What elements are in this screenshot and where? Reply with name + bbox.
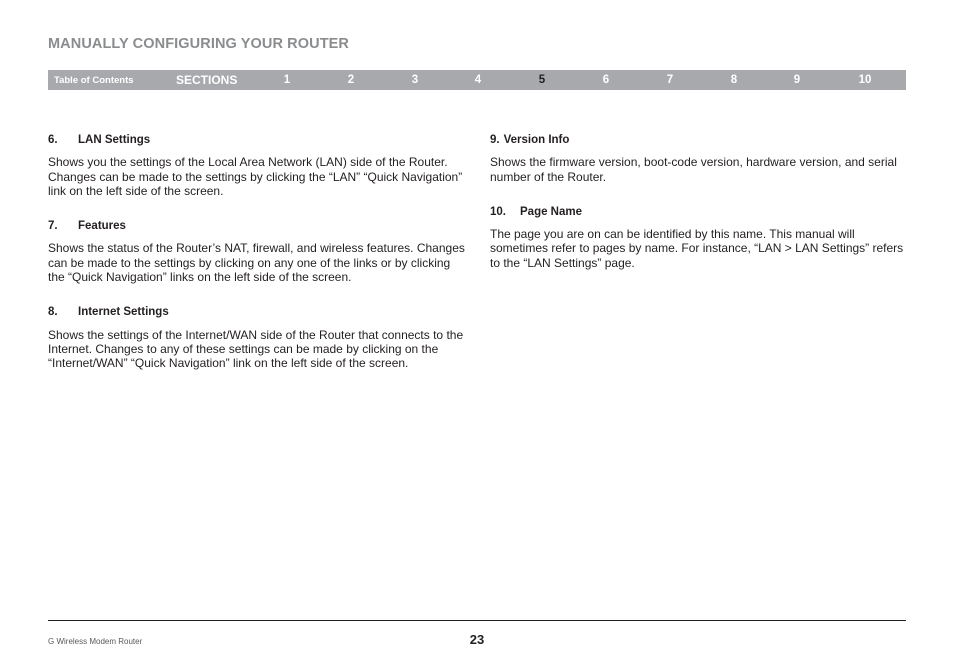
section-number: 6. xyxy=(48,134,58,146)
section-link-2[interactable]: 2 xyxy=(347,74,355,86)
right-column xyxy=(490,133,906,291)
footer-divider xyxy=(48,620,906,621)
section-body: Shows the firmware version, boot-code version, hardware version, and serial number of the Router. xyxy=(490,155,897,184)
section-title: Version Info xyxy=(503,134,570,146)
left-column xyxy=(48,133,468,392)
table-of-contents-link[interactable]: Table of Contents xyxy=(54,75,134,86)
section-navbar xyxy=(48,70,906,90)
section-title: LAN Settings xyxy=(78,134,151,146)
section-number: 9. xyxy=(490,134,500,146)
section-number: 7. xyxy=(48,220,58,233)
page-number: 23 xyxy=(469,632,485,647)
section-link-10[interactable]: 10 xyxy=(858,74,872,86)
section-link-4[interactable]: 4 xyxy=(474,74,482,86)
section-title: Page Name xyxy=(520,205,583,218)
section-number: 8. xyxy=(48,306,58,319)
section-internet-settings xyxy=(48,305,468,370)
section-version-info xyxy=(490,133,906,184)
section-link-9[interactable]: 9 xyxy=(793,74,801,86)
section-features xyxy=(48,219,468,284)
section-link-7[interactable]: 7 xyxy=(666,74,674,86)
section-heading xyxy=(48,219,468,233)
footer-product-name: G Wireless Modem Router xyxy=(48,637,143,646)
section-body: Shows the status of the Router’s NAT, firewall, and wireless features. Changes can be made to the settings by clicking on any one of the links or by clicking the “Quick Navigation” links on the left side of the screen. xyxy=(48,241,465,285)
section-link-1[interactable]: 1 xyxy=(283,74,291,86)
section-lan-settings xyxy=(48,133,468,198)
section-heading xyxy=(490,133,906,147)
section-link-6[interactable]: 6 xyxy=(602,74,610,86)
section-heading xyxy=(48,133,468,147)
section-page-name xyxy=(490,205,906,270)
section-link-8[interactable]: 8 xyxy=(730,74,738,86)
section-number: 10. xyxy=(490,205,506,218)
sections-label: SECTIONS xyxy=(176,73,238,87)
section-body: The page you are on can be identified by this name. This manual will sometimes refer to pages by name. For instance, “LAN > LAN Settings” refers to the “LAN Settings” page. xyxy=(490,227,904,270)
section-link-3[interactable]: 3 xyxy=(411,74,419,86)
section-link-5[interactable]: 5 xyxy=(538,74,546,86)
section-heading xyxy=(490,205,906,219)
section-title: Features xyxy=(78,220,126,233)
section-heading xyxy=(48,305,468,319)
section-body: Shows the settings of the Internet/WAN side of the Router that connects to the Internet. Changes to any of these settings can be made by clicking on the “Internet/WAN” “Quick Navigation” link on the left side of the screen. xyxy=(48,327,464,371)
page-title: MANUALLY CONFIGURING YOUR ROUTER xyxy=(48,36,350,52)
section-body: Shows you the settings of the Local Area Network (LAN) side of the Router. Changes can be made to the settings by clicking the “LAN” “Quick Navigation” link on the left side of the screen. xyxy=(48,155,463,198)
section-title: Internet Settings xyxy=(78,306,169,319)
